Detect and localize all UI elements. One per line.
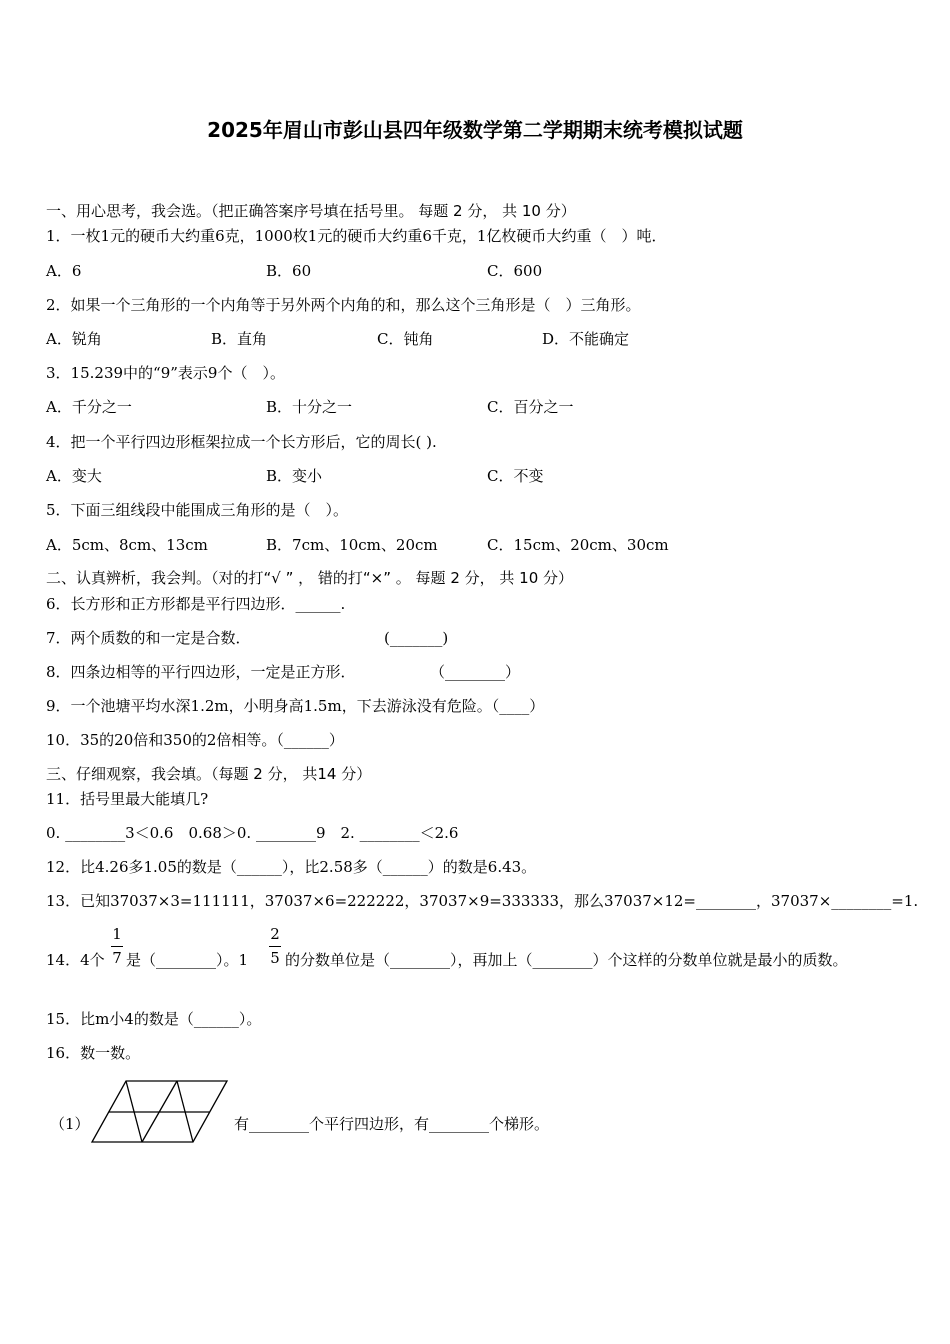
question-15: 15．比m小4的数是（______）。: [46, 1010, 262, 1028]
q14-fraction-2-denominator: 5: [270, 949, 280, 967]
question-13: 13．已知37037×3=111111，37037×6=222222，37037×9=333333，那么37037×12=________，37037×________=1.: [46, 892, 919, 910]
q1-option-c: C．600: [487, 262, 543, 280]
q4-option-b: B．变小: [266, 467, 323, 485]
q1-option-b: B．60: [266, 262, 312, 280]
question-10: 10．35的20倍和350的2倍相等。（______）: [46, 731, 344, 749]
q16-subitem-label: （1）: [50, 1115, 90, 1133]
question-2: 2．如果一个三角形的一个内角等于另外两个内角的和，那么这个三角形是（ ）三角形。: [46, 296, 641, 314]
q1-option-a: A．6: [46, 262, 82, 280]
q14-fraction-2-bar: [269, 946, 281, 947]
q14-part-3: 的分数单位是（________），再加上（________）个这样的分数单位就是最小的质数。: [285, 951, 848, 969]
q2-option-a: A．锐角: [46, 330, 102, 348]
question-9: 9．一个池塘平均水深1.2m，小明身高1.5m，下去游泳没有危险。（____）: [46, 697, 545, 715]
question-1: 1．一枚1元的硬币大约重6克，1000枚1元的硬币大约重6千克，1亿枚硬币大约重（ ）吨．: [46, 227, 667, 245]
question-8: 8．四条边相等的平行四边形，一定是正方形．: [46, 663, 356, 681]
question-5: 5．下面三组线段中能围成三角形的是（ ）。: [46, 501, 349, 519]
q4-option-c: C．不变: [487, 467, 544, 485]
q3-option-c: C．百分之一: [487, 398, 574, 416]
section-3-heading: 三、仔细观察，我会填。（每题 2 分， 共14 分）: [46, 765, 372, 783]
q14-fraction-1-denominator: 7: [112, 949, 122, 967]
question-12: 12．比4.26多1.05的数是（______），比2.58多（______）的数是6.43。: [46, 858, 537, 876]
question-11-blanks: 0. ________3＜0.6 0.68＞0. ________9 2. ________＜2.6: [46, 824, 459, 842]
question-8-blank: （________）: [430, 663, 521, 681]
section-1-heading: 一、用心思考，我会选。（把正确答案序号填在括号里。 每题 2 分， 共 10 分）: [46, 202, 576, 220]
q3-option-a: A．千分之一: [46, 398, 132, 416]
parallelogram-figure: [86, 1076, 232, 1146]
q5-option-b: B．7cm、10cm、20cm: [266, 536, 438, 554]
question-4: 4．把一个平行四边形框架拉成一个长方形后，它的周长( ).: [46, 433, 437, 451]
q4-option-a: A．变大: [46, 467, 102, 485]
q2-option-b: B．直角: [211, 330, 268, 348]
q3-option-b: B．十分之一: [266, 398, 353, 416]
question-11: 11．括号里最大能填几?: [46, 790, 209, 808]
q14-fraction-2-numerator: 2: [270, 925, 280, 943]
section-2-heading: 二、认真辨析，我会判。（对的打“√ ” ， 错的打“×” 。 每题 2 分， 共 10 分）: [46, 569, 574, 587]
q2-option-c: C．钝角: [377, 330, 434, 348]
q5-option-c: C．15cm、20cm、30cm: [487, 536, 669, 554]
q14-fraction-1-bar: [111, 946, 123, 947]
q14-part-1: 14．4个: [46, 951, 105, 969]
page-title: 2025年眉山市彭山县四年级数学第二学期期末统考模拟试题: [207, 118, 743, 142]
q2-option-d: D．不能确定: [542, 330, 630, 348]
question-16: 16．数一数。: [46, 1044, 141, 1062]
q16-answer-line: 有________个平行四边形，有________个梯形。: [234, 1115, 550, 1133]
question-7-blank: (_______): [384, 629, 449, 647]
question-7: 7．两个质数的和一定是合数．: [46, 629, 251, 647]
q14-part-2: 是（________）。1: [126, 951, 249, 969]
question-6: 6．长方形和正方形都是平行四边形．______.: [46, 595, 346, 613]
q14-fraction-1-numerator: 1: [112, 925, 122, 943]
q5-option-a: A．5cm、8cm、13cm: [46, 536, 208, 554]
question-3: 3．15.239中的“9”表示9个（ ）。: [46, 364, 285, 382]
